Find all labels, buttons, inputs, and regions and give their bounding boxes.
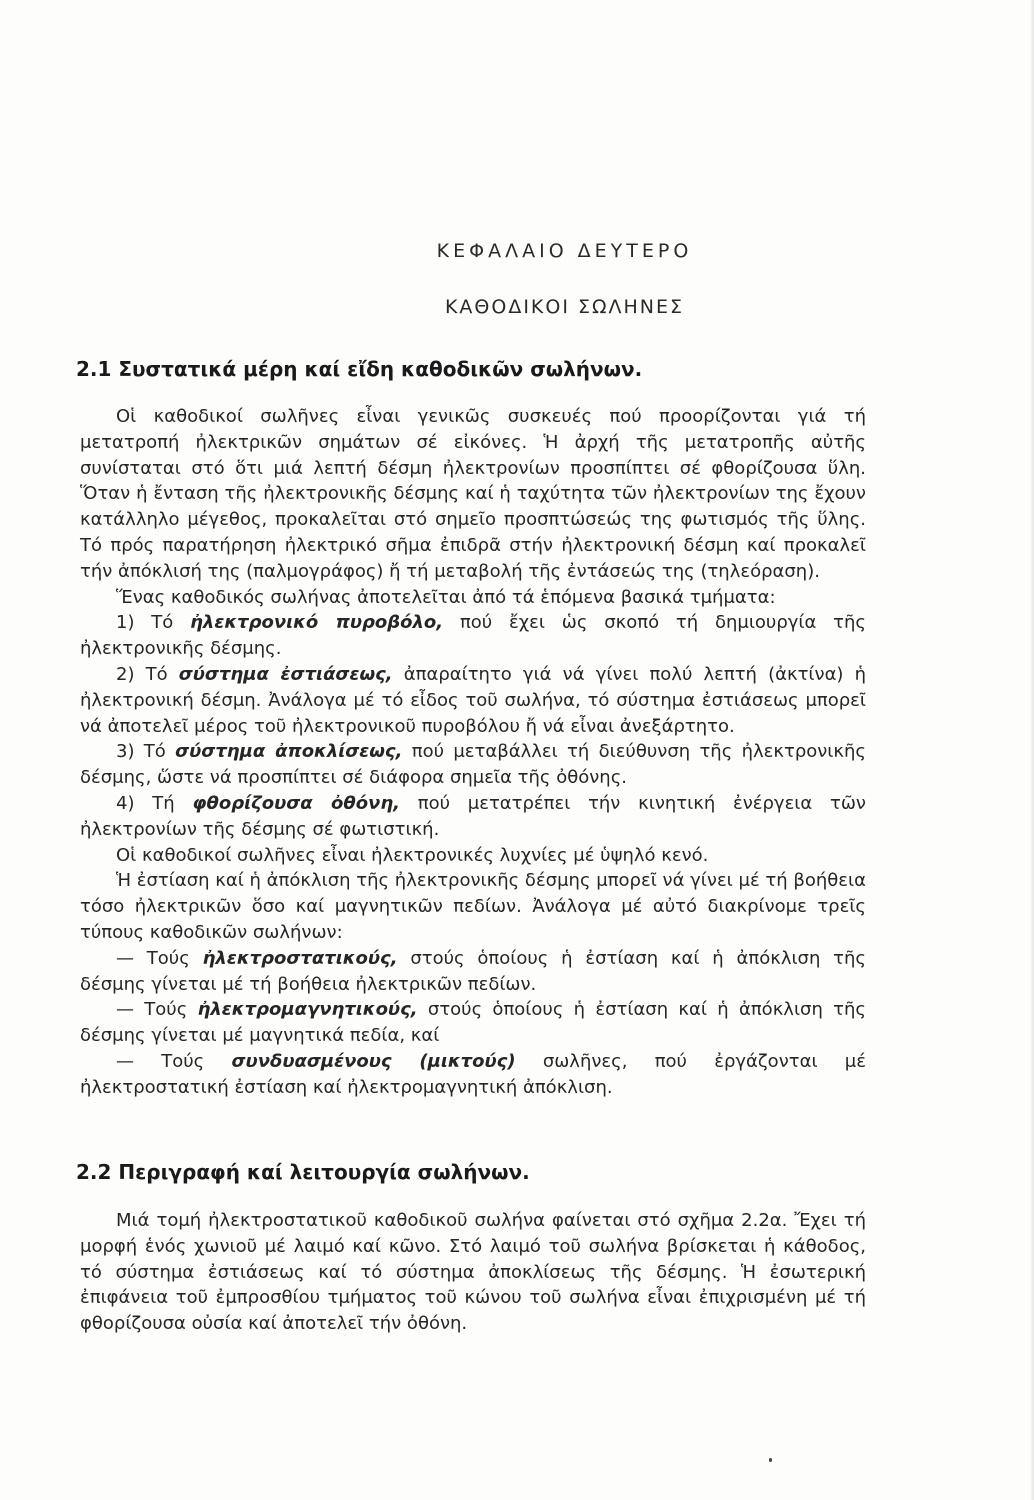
chapter-title: ΚΑΘΟΔΙΚΟΙ ΣΩΛΗΝΕΣ <box>444 296 685 318</box>
part-term: σύστημα ἀποκλίσεως, <box>175 741 403 763</box>
section-heading-2-1: 2.1 Συστατικά μέρη καί εἴδη καθοδικῶν σωλήνων. <box>76 357 643 381</box>
part-number: 4) Τή <box>116 792 175 814</box>
section-2-1-body <box>80 404 866 1101</box>
part-item <box>80 662 866 739</box>
type-prefix: — Τούς <box>116 1050 205 1072</box>
part-number: 3) Τό <box>116 741 166 763</box>
part-item <box>80 610 866 662</box>
types-intro-paragraph: Ἡ ἐστίαση καί ἡ ἀπόκλιση τῆς ἠλεκτρονικῆς δέσμης μπορεῖ νά γίνει μέ τή βοήθεια τόσο ἠλεκτρικῶν ὅσο καί μαγνητικῶν πεδίων. Ἀνάλογα μέ αὐτό διακρίνομε τρεῖς τύπους καθοδικῶν σωλήνων: <box>80 870 866 943</box>
part-item <box>80 791 866 843</box>
part-description: πού μεταβάλλει τή διεύθυνση τῆς ἠλεκτρονικῆς δέσμης, ὥστε νά προσπίπτει σέ διάφορα σημεῖα τῆς ὀθόνης. <box>80 741 866 789</box>
part-number: 2) Τό <box>116 663 168 685</box>
chapter-label: ΚΕΦΑΛΑΙΟ ΔΕΥΤΕΡΟ <box>436 240 693 262</box>
type-prefix: — Τούς <box>116 947 190 969</box>
part-number: 1) Τό <box>116 612 174 634</box>
type-description: στούς ὁποίους ἡ ἐστίαση καί ἡ ἀπόκλιση τῆς δέσμης γίνεται μέ τή βοήθεια ἠλεκτρικῶν πεδίων. <box>80 947 866 995</box>
type-term: συνδυασμένους (μικτούς) <box>231 1050 516 1072</box>
type-term: ἠλεκτροστατικούς, <box>202 947 398 969</box>
type-description: στούς ὁποίους ἡ ἐστίαση καί ἡ ἀπόκλιση τῆς δέσμης γίνεται μέ μαγνητικά πεδία, καί <box>80 999 866 1047</box>
type-item <box>80 1049 866 1101</box>
part-item <box>80 739 866 791</box>
part-description: πού μετατρέπει τήν κινητική ἐνέργεια τῶν ἠλεκτρονίων τῆς δέσμης σέ φωτιστική. <box>80 792 866 840</box>
part-description: ἀπαραίτητο γιά νά γίνει πολύ λεπτή (ἀκτίνα) ἡ ἠλεκτρονική δέσμη. Ἀνάλογα μέ τό εἶδος τοῦ σωλήνα, τό σύστημα ἐστιάσεως μπορεῖ νά ἀποτελεῖ μέρος τοῦ ἠλεκτρονικοῦ πυροβόλου ἤ νά εἶναι ἀνεξάρτητο. <box>80 663 866 737</box>
type-prefix: — Τούς <box>116 999 188 1021</box>
type-description: σωλῆνες, πού ἐργάζονται μέ ἠλεκτροστατική ἐστίαση καί ἠλεκτρομαγνητική ἀπόκλιση. <box>80 1050 866 1098</box>
description-paragraph: Μιά τομή ἠλεκτροστατικοῦ καθοδικοῦ σωλήνα φαίνεται στό σχῆμα 2.2α. Ἔχει τή μορφή ἑνός χωνιοῦ μέ λαιμό καί κῶνο. Στό λαιμό τοῦ σωλήνα βρίσκεται ἡ κάθοδος, τό σύστημα ἐστιάσεως καί τό σύστημα ἀποκλίσεως τῆς δέσμης. Ἡ ἐσωτερική ἐπιφάνεια τοῦ ἐμπροσθίου τμήματος τοῦ κώνου τοῦ σωλήνα εἶναι ἐπιχρισμένη μέ τή φθορίζουσα οὐσία καί ἀποτελεῖ τήν ὀθόνη. <box>80 1210 866 1335</box>
type-item <box>80 946 866 998</box>
part-term: σύστημα ἐστιάσεως, <box>178 663 393 685</box>
type-term: ἠλεκτρομαγνητικούς, <box>197 999 418 1021</box>
part-description: πού ἔχει ὡς σκοπό τή δημιουργία τῆς ἠλεκτρονικῆς δέσμης. <box>80 612 866 660</box>
parts-intro-paragraph: Ἕνας καθοδικός σωλήνας ἀποτελεῖται ἀπό τά ἑπόμενα βασικά τμήματα: <box>116 586 776 608</box>
ink-dot <box>769 1458 772 1462</box>
type-item <box>80 997 866 1049</box>
section-2-2-body <box>80 1208 866 1337</box>
part-term: φθορίζουσα ὀθόνη, <box>192 792 400 814</box>
section-heading-2-2: 2.2 Περιγραφή καί λειτουργία σωλήνων. <box>76 1160 530 1184</box>
page-edge-shadow <box>1030 0 1034 1500</box>
intro-paragraph: Οἱ καθοδικοί σωλῆνες εἶναι γενικῶς συσκευές πού προορίζονται γιά τή μετατροπή ἠλεκτρικῶν σημάτων σέ εἰκόνες. Ἡ ἀρχή τῆς μετατροπῆς αὐτῆς συνίσταται στό ὅτι μιά λεπτή δέσμη ἠλεκτρονίων προσπίπτει σέ φθορίζουσα ὕλη. Ὅταν ἡ ἔνταση τῆς ἠλεκτρονικῆς δέσμης καί ἡ ταχύτητα τῶν ἠλεκτρονίων της ἔχουν κατάλληλο μέγεθος, προκαλεῖται στό σημεῖο προσπτώσεώς της φωτισμός τῆς ὕλης. Τό πρός παρατήρηση ἠλεκτρικό σῆμα ἐπιδρᾶ στήν ἠλεκτρονική δέσμη καί προκαλεῖ τήν ἀπόκλισή της (παλμογράφος) ἤ τή μεταβολή τῆς ἐντάσεώς της (τηλεόραση). <box>80 406 866 582</box>
vacuum-paragraph: Οἱ καθοδικοί σωλῆνες εἶναι ἠλεκτρονικές λυχνίες μέ ὑψηλό κενό. <box>116 844 709 866</box>
part-term: ἠλεκτρονικό πυροβόλο, <box>190 612 444 634</box>
